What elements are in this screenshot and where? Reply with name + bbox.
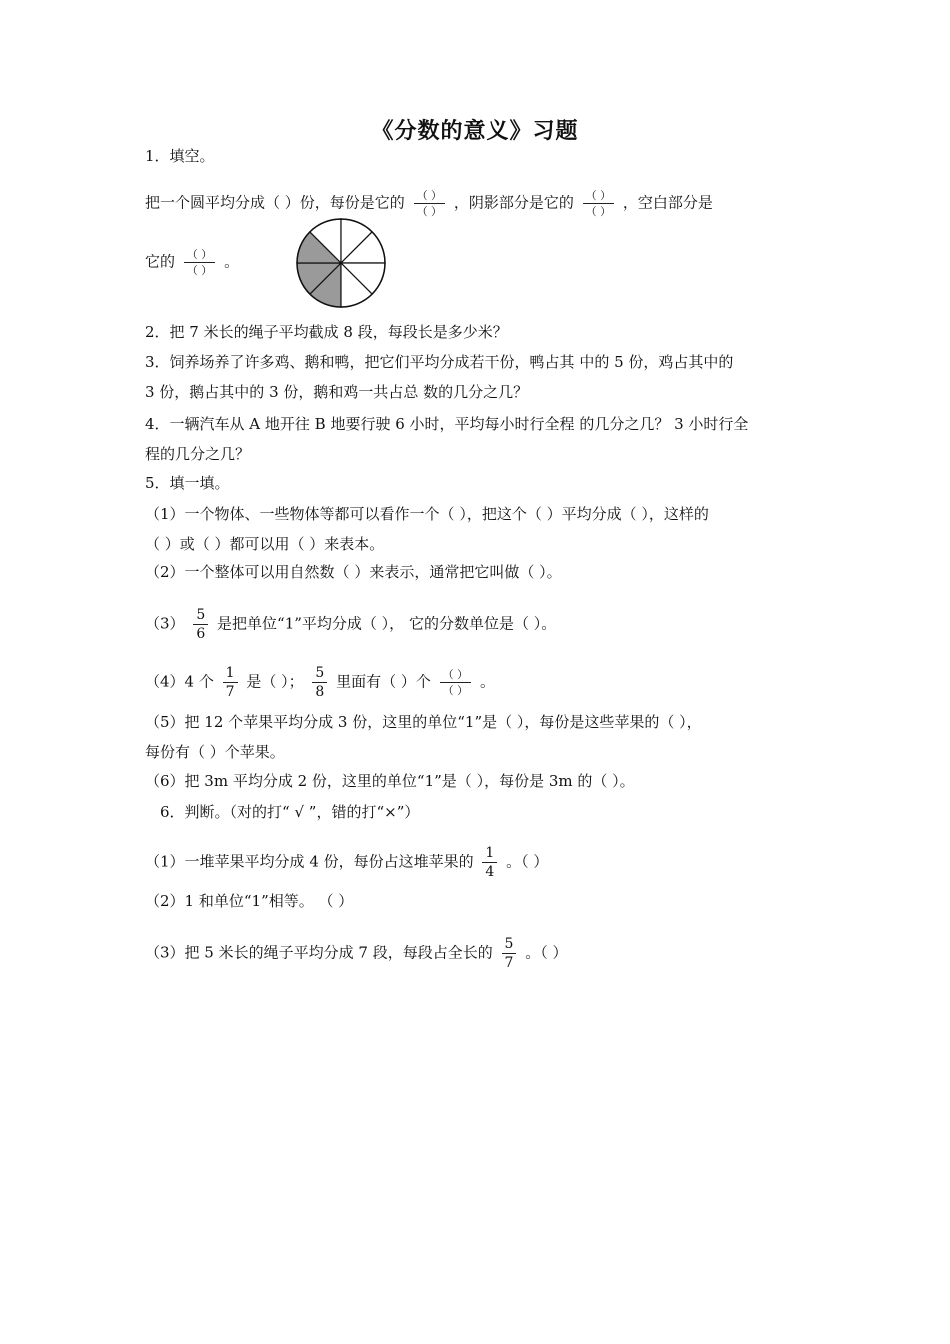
fraction-denominator: （ ） [416,205,443,218]
fraction-numerator: （ ） [583,190,615,204]
fraction-blank [583,190,615,217]
q5-part3-prefix: （3） [145,614,185,633]
q6-part1 [145,846,548,879]
q5-part4-text-d: 。 [479,672,495,691]
fraction-five-sixths [193,608,208,641]
q1-line1-text-a: 把一个圆平均分成（ ）份，每份是它的 [145,193,405,212]
fraction-denominator: （ ） [186,264,213,277]
q5-part5-line1: （5）把 12 个苹果平均分成 3 份，这里的单位“1”是（ ），每份是这些苹果的（ ）， [145,713,702,731]
q5-part4 [145,666,495,699]
q5-part1-line1: （1）一个物体、一些物体等都可以看作一个（ ），把这个（ ）平均分成（ ），这样的 [145,505,709,523]
fraction-one-seventh [223,666,238,699]
fraction-denominator: 7 [504,955,514,971]
q6-part3-text-a: （3）把 5 米长的绳子平均分成 7 段，每段占全长的 [145,943,493,962]
fraction-numerator: 1 [223,666,238,683]
q6-part3 [145,937,567,970]
q3-line1: 3．饲养场养了许多鸡、鹅和鸭，把它们平均分成若干份，鸭占其 中的 5 份，鸡占其中的 [145,353,734,371]
fraction-denominator: 7 [225,684,235,700]
fraction-denominator: 4 [485,864,495,880]
divided-circle-figure [295,217,387,309]
q5-part1-line2: （ ）或（ ）都可以用（ ）来表本。 [145,535,385,553]
fraction-one-quarter [482,846,497,879]
fraction-blank [414,190,446,217]
fraction-numerator: 5 [502,937,517,954]
q5-heading: 5．填一填。 [145,474,230,492]
q1-line2-text-b: 。 [224,252,240,271]
fraction-blank [184,249,216,276]
q5-part3 [145,608,556,641]
fraction-denominator: （ ） [442,684,469,697]
q6-part1-text-a: （1）一堆苹果平均分成 4 份，每份占这堆苹果的 [145,852,474,871]
q1-line1-text-c: ，空白部分是 [622,193,713,212]
fraction-blank [440,669,472,696]
q5-part4-text-c: 里面有（ ）个 [336,672,431,691]
fraction-numerator: （ ） [440,669,472,683]
q4-line2: 程的几分之几？ [145,445,251,463]
q5-part3-suffix: 是把单位“1”平均分成（ ）， 它的分数单位是（ ）。 [217,614,557,633]
fraction-numerator: 5 [312,666,327,683]
q6-part2: （2）1 和单位“1”相等。 （ ） [145,892,354,910]
q1-line1 [145,190,713,217]
fraction-five-eighths [312,666,327,699]
q6-part3-text-b: 。（ ） [525,943,568,962]
q6-heading: 6．判断。（对的打“ √ ”，错的打“×”） [160,803,420,821]
q5-part4-text-a: （4）4 个 [145,672,214,691]
q1-line1-text-b: ，阴影部分是它的 [453,193,574,212]
q4-line1: 4．一辆汽车从 A 地开往 B 地要行驶 6 小时，平均每小时行全程 的几分之几？ 3 小时行全 [145,415,749,433]
q5-part4-text-b: 是（ ）； [246,672,304,691]
fraction-denominator: （ ） [585,205,612,218]
q2-text: 2．把 7 米长的绳子平均截成 8 段，每段长是多少米？ [145,323,508,341]
fraction-five-sevenths [502,937,517,970]
q1-line2-text-a: 它的 [145,252,176,271]
q6-part1-text-b: 。（ ） [506,852,549,871]
fraction-numerator: 1 [482,846,497,863]
q1-line2 [145,249,239,276]
fraction-denominator: 8 [315,684,325,700]
q5-part6: （6）把 3m 平均分成 2 份，这里的单位“1”是（ ），每份是 3m 的（ ）。 [145,772,635,790]
q5-part5-line2: 每份有（ ）个苹果。 [145,743,285,761]
fraction-numerator: （ ） [414,190,446,204]
q5-part2: （2）一个整体可以用自然数（ ）来表示，通常把它叫做（ ）。 [145,563,562,581]
q3-line2: 3 份，鹅占其中的 3 份，鹅和鸡一共占总 数的几分之几？ [145,383,529,401]
fraction-numerator: 5 [193,608,208,625]
fraction-numerator: （ ） [184,249,216,263]
fraction-denominator: 6 [196,626,206,642]
q1-heading: 1．填空。 [145,147,215,165]
page-title: 《分数的意义》习题 [371,118,579,144]
